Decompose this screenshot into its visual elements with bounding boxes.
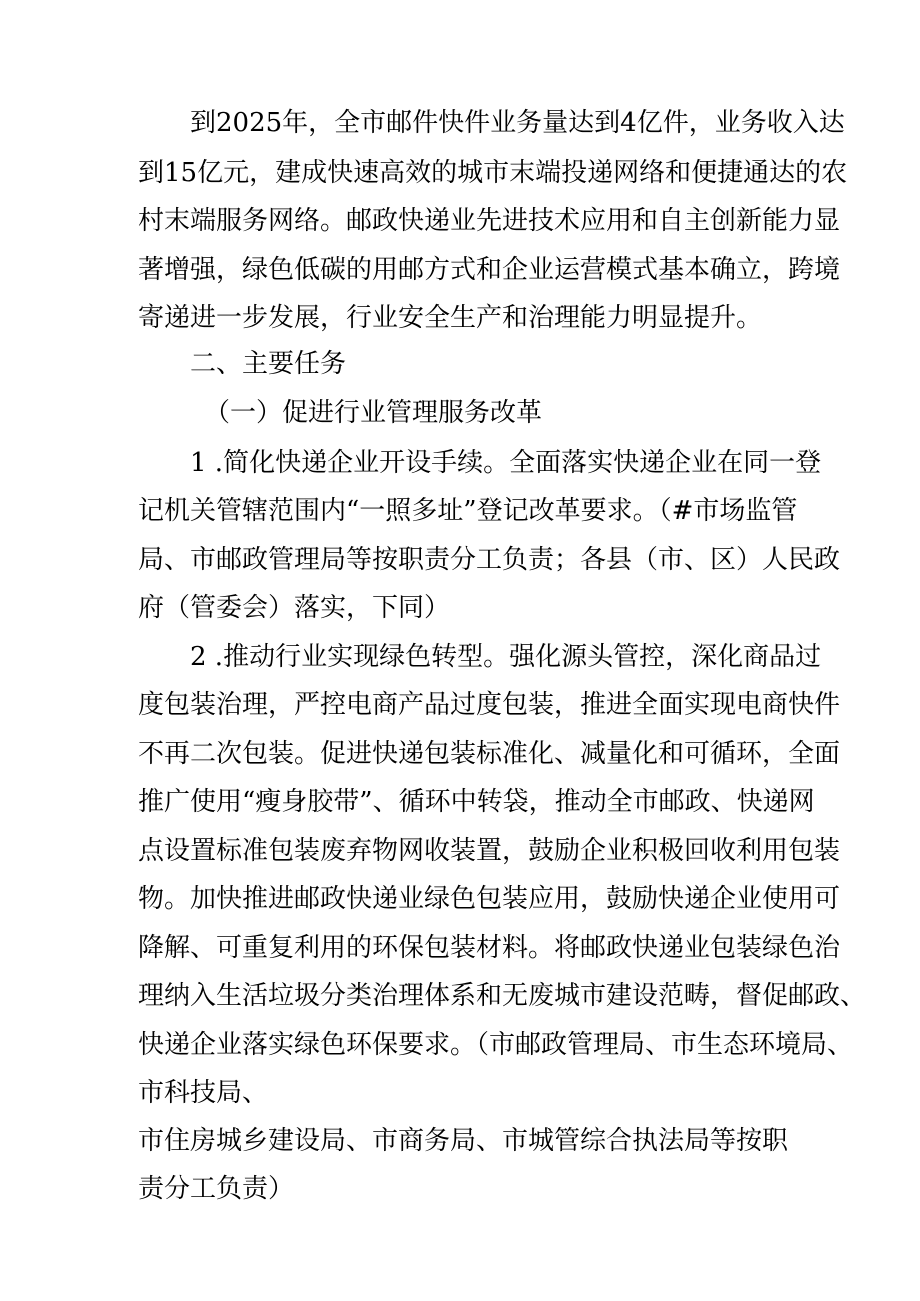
paragraph-line: 降解、可重复利用的环保包装材料。将邮政快递业包装绿色治: [138, 933, 841, 963]
paragraph-line: 市科技局、: [138, 1078, 269, 1108]
paragraph-line: 度包装治理，严控电商产品过度包装，推进全面实现电商快件: [138, 690, 841, 720]
paragraph-line: 府（管委会）落实，下同）: [138, 593, 451, 623]
paragraph-line: 点设置标准包装废弃物网收装置，鼓励企业积极回收利用包装: [138, 836, 841, 866]
paragraph-line: 物。加快推进邮政快递业绿色包装应用，鼓励快递企业使用可: [138, 884, 841, 914]
section-heading: 二、主要任务: [190, 349, 347, 379]
paragraph-line: 记机关管辖范围内“一照多址”登记改革要求。（#市场监管: [138, 496, 798, 526]
paragraph-line: 1 .简化快递企业开设手续。全面落实快递企业在同一登: [190, 448, 822, 478]
paragraph-line: 到2025年，全市邮件快件业务量达到4亿件，业务收入达: [190, 108, 845, 138]
paragraph-line: 局、市邮政管理局等按职责分工负责；各县（市、区）人民政: [138, 545, 841, 575]
paragraph-line: 市住房城乡建设局、市商务局、市城管综合执法局等按职: [138, 1126, 789, 1156]
paragraph-line: 理纳入生活垃圾分类治理体系和无废城市建设范畴，督促邮政、: [138, 981, 867, 1011]
paragraph-line: 不再二次包装。促进快递包装标准化、减量化和可循环，全面: [138, 739, 841, 769]
subsection-heading: （一）促进行业管理服务改革: [204, 398, 543, 428]
paragraph-line: 推广使用“瘦身胶带”、循环中转袋，推动全市邮政、快递网: [138, 787, 815, 817]
paragraph-line: 快递企业落实绿色环保要求。（市邮政管理局、市生态环境局、: [138, 1030, 854, 1060]
paragraph-line: 2 .推动行业实现绿色转型。强化源头管控，深化商品过: [190, 642, 822, 672]
paragraph-line: 责分工负责）: [138, 1174, 295, 1204]
paragraph-line: 著增强，绿色低碳的用邮方式和企业运营模式基本确立，跨境: [138, 255, 841, 285]
paragraph-line: 村末端服务网络。邮政快递业先进技术应用和自主创新能力显: [138, 206, 841, 236]
paragraph-line: 寄递进一步发展，行业安全生产和治理能力明显提升。: [138, 303, 763, 333]
paragraph-line: 到15亿元，建成快速高效的城市末端投递网络和便捷通达的农: [138, 158, 848, 188]
